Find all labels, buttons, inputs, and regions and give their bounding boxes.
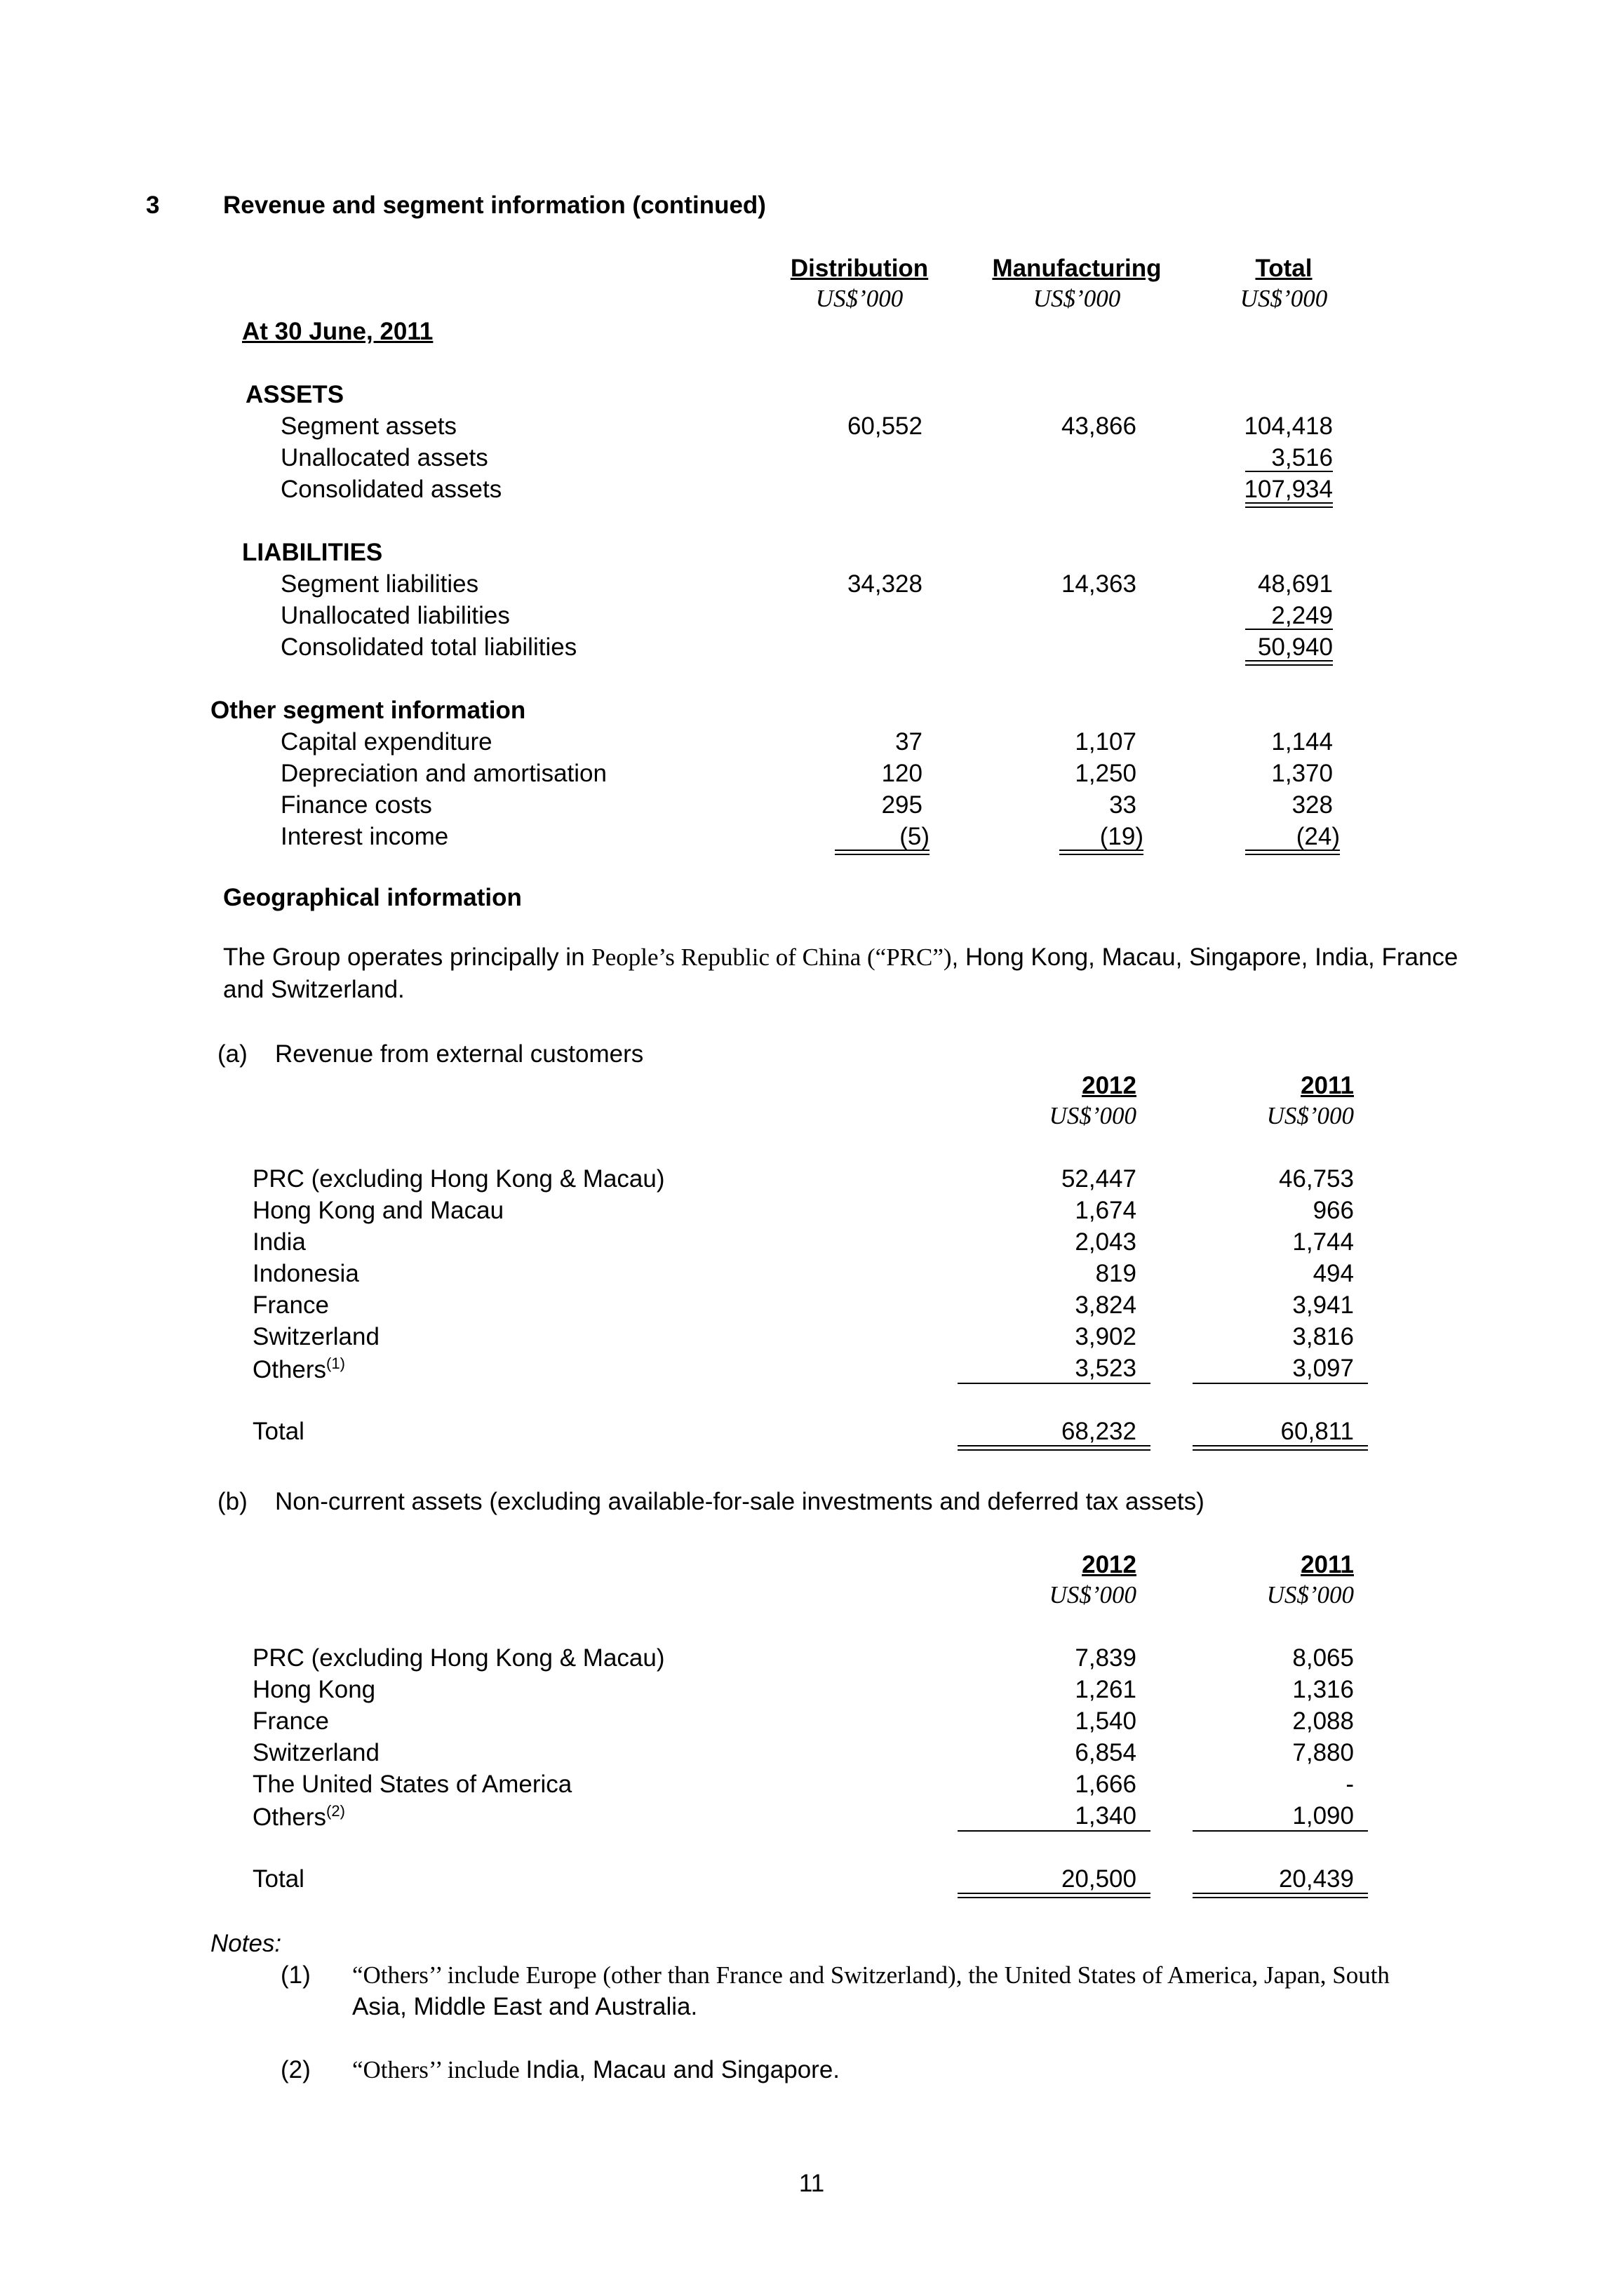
unit-label: US$’000 xyxy=(1240,285,1328,312)
row-label: Segment liabilities xyxy=(281,570,479,598)
double-underline xyxy=(958,1893,1150,1898)
value-distribution: 295 xyxy=(881,791,922,819)
value-2011: - xyxy=(1345,1771,1354,1798)
value-2011: 46,753 xyxy=(1278,1165,1354,1193)
row-label: Finance costs xyxy=(281,791,432,819)
row-label: Consolidated total liabilities xyxy=(281,633,577,661)
country-label: Hong Kong xyxy=(253,1676,376,1703)
total-label: Total xyxy=(253,1418,304,1445)
value-manufacturing: 1,250 xyxy=(1075,760,1136,787)
country-label: PRC (excluding Hong Kong & Macau) xyxy=(253,1644,665,1672)
value-2011: 2,088 xyxy=(1292,1707,1354,1735)
value-total: 50,940 xyxy=(1257,633,1333,661)
value-2011: 3,941 xyxy=(1292,1291,1354,1319)
underline xyxy=(958,1830,1150,1832)
value-2012: 1,540 xyxy=(1075,1707,1136,1735)
country-label xyxy=(253,1804,345,1830)
unit-label: US$’000 xyxy=(815,285,904,312)
underline xyxy=(1245,629,1333,630)
assets-heading: ASSETS xyxy=(246,381,344,408)
value-2012: 52,447 xyxy=(1061,1165,1136,1193)
geo-intro xyxy=(223,941,1514,1006)
geo-intro-line2: and Switzerland. xyxy=(223,976,405,1003)
value-2012: 1,666 xyxy=(1075,1771,1136,1798)
col-header-total: Total xyxy=(1255,255,1313,282)
value-total: (24) xyxy=(1296,823,1340,850)
total-2012: 20,500 xyxy=(1061,1865,1136,1893)
value-total: 104,418 xyxy=(1244,412,1333,440)
revenue-title: Revenue from external customers xyxy=(275,1040,644,1068)
col-header-2012: 2012 xyxy=(1082,1072,1136,1099)
value-2012: 3,902 xyxy=(1075,1323,1136,1350)
note-text-serif: “Others’’ include xyxy=(352,2056,526,2083)
col-header-2012: 2012 xyxy=(1082,1551,1136,1578)
country-label: PRC (excluding Hong Kong & Macau) xyxy=(253,1165,665,1193)
footnote-ref: (1) xyxy=(326,1355,345,1372)
value-2011: 494 xyxy=(1313,1260,1354,1287)
section-title: Revenue and segment information (continued) xyxy=(223,192,766,219)
value-total: 48,691 xyxy=(1257,570,1333,598)
value-distribution: 60,552 xyxy=(847,412,922,440)
note-text-sans: India, Macau and Singapore. xyxy=(525,2056,840,2083)
row-label: Segment assets xyxy=(281,412,457,440)
country-label: The United States of America xyxy=(253,1771,572,1798)
country-label: Hong Kong and Macau xyxy=(253,1197,504,1224)
noncurrent-title: Non-current assets (excluding available-for-sale investments and deferred tax assets) xyxy=(275,1488,1204,1515)
country-label: India xyxy=(253,1228,306,1256)
col-header-distribution: Distribution xyxy=(790,255,929,282)
value-total: 328 xyxy=(1291,791,1333,819)
row-label: Depreciation and amortisation xyxy=(281,760,607,787)
double-underline xyxy=(1245,502,1333,508)
value-2012: 819 xyxy=(1095,1260,1136,1287)
value-2011: 1,316 xyxy=(1292,1676,1354,1703)
country-label: Switzerland xyxy=(253,1323,380,1350)
value-2011: 1,090 xyxy=(1292,1802,1354,1830)
row-label: Unallocated assets xyxy=(281,444,488,471)
row-label: Interest income xyxy=(281,823,449,850)
double-underline xyxy=(1193,1445,1368,1451)
unit-label: US$’000 xyxy=(1033,285,1121,312)
double-underline xyxy=(1245,660,1333,666)
noncurrent-marker: (b) xyxy=(217,1488,248,1515)
liabilities-heading: LIABILITIES xyxy=(242,539,383,566)
country-label: Switzerland xyxy=(253,1739,380,1766)
unit-label: US$’000 xyxy=(1266,1102,1354,1129)
notes-heading: Notes: xyxy=(210,1930,282,1957)
total-2011: 60,811 xyxy=(1280,1418,1354,1445)
double-underline xyxy=(1193,1893,1368,1898)
revenue-marker: (a) xyxy=(217,1040,248,1068)
value-total: 1,370 xyxy=(1271,760,1333,787)
geo-heading: Geographical information xyxy=(223,884,522,911)
underline xyxy=(958,1383,1150,1384)
col-header-2011: 2011 xyxy=(1301,1072,1354,1099)
value-manufacturing: 43,866 xyxy=(1061,412,1136,440)
value-2012: 1,674 xyxy=(1075,1197,1136,1224)
col-header-2011: 2011 xyxy=(1301,1551,1354,1578)
geo-intro-part-b: , Hong Kong, Macau, Singapore, India, France xyxy=(951,944,1458,971)
note-marker: (1) xyxy=(281,1961,311,1989)
country-label: France xyxy=(253,1291,329,1319)
page-number: 11 xyxy=(798,2170,825,2197)
total-2011: 20,439 xyxy=(1278,1865,1354,1893)
note-text-line2: Asia, Middle East and Australia. xyxy=(352,1993,698,2020)
country-label: France xyxy=(253,1707,329,1735)
value-total: 107,934 xyxy=(1244,476,1333,503)
geo-intro-prc: People’s Republic of China (“PRC”) xyxy=(591,944,952,971)
value-2012: 2,043 xyxy=(1075,1228,1136,1256)
country-label-text: Others xyxy=(253,1804,327,1831)
value-total: 3,516 xyxy=(1271,444,1333,471)
total-2012: 68,232 xyxy=(1061,1418,1136,1445)
country-label-text: Others xyxy=(253,1356,327,1383)
value-distribution: 120 xyxy=(881,760,922,787)
value-2012: 1,261 xyxy=(1075,1676,1136,1703)
double-underline xyxy=(835,850,930,855)
value-distribution: 37 xyxy=(895,728,922,756)
row-label: Consolidated assets xyxy=(281,476,502,503)
unit-label: US$’000 xyxy=(1266,1581,1354,1609)
double-underline xyxy=(1245,850,1340,855)
value-manufacturing: (19) xyxy=(1099,823,1143,850)
double-underline xyxy=(1059,850,1143,855)
value-distribution: (5) xyxy=(899,823,930,850)
value-2012: 3,523 xyxy=(1075,1355,1136,1382)
section-number: 3 xyxy=(146,192,160,219)
country-label xyxy=(253,1356,345,1382)
value-2011: 3,097 xyxy=(1292,1355,1354,1382)
value-2011: 1,744 xyxy=(1292,1228,1354,1256)
period-label: At 30 June, 2011 xyxy=(242,318,434,345)
note-text: “Others’’ include Europe (other than France and Switzerland), the United States of America, Japan, South xyxy=(352,1961,1390,1989)
unit-label: US$’000 xyxy=(1049,1581,1136,1609)
row-label: Capital expenditure xyxy=(281,728,492,756)
value-2011: 7,880 xyxy=(1292,1739,1354,1766)
value-2012: 1,340 xyxy=(1075,1802,1136,1830)
underline xyxy=(1193,1830,1368,1832)
value-2012: 6,854 xyxy=(1075,1739,1136,1766)
country-label: Indonesia xyxy=(253,1260,359,1287)
other-heading: Other segment information xyxy=(210,697,526,724)
unit-label: US$’000 xyxy=(1049,1102,1136,1129)
value-2011: 966 xyxy=(1313,1197,1354,1224)
footnote-ref: (2) xyxy=(326,1802,345,1820)
value-2011: 8,065 xyxy=(1292,1644,1354,1672)
underline xyxy=(1193,1383,1368,1384)
value-2011: 3,816 xyxy=(1292,1323,1354,1350)
total-label: Total xyxy=(253,1865,304,1893)
row-label: Unallocated liabilities xyxy=(281,602,510,629)
note-text xyxy=(352,2057,840,2082)
value-manufacturing: 1,107 xyxy=(1075,728,1136,756)
value-total: 2,249 xyxy=(1271,602,1333,629)
value-2012: 3,824 xyxy=(1075,1291,1136,1319)
underline xyxy=(1245,471,1333,472)
double-underline xyxy=(958,1445,1150,1451)
col-header-manufacturing: Manufacturing xyxy=(992,255,1162,282)
value-manufacturing: 33 xyxy=(1109,791,1136,819)
geo-intro-part-a: The Group operates principally in xyxy=(223,944,592,971)
note-marker: (2) xyxy=(281,2056,311,2083)
value-distribution: 34,328 xyxy=(847,570,922,598)
value-manufacturing: 14,363 xyxy=(1061,570,1136,598)
value-total: 1,144 xyxy=(1271,728,1333,756)
value-2012: 7,839 xyxy=(1075,1644,1136,1672)
